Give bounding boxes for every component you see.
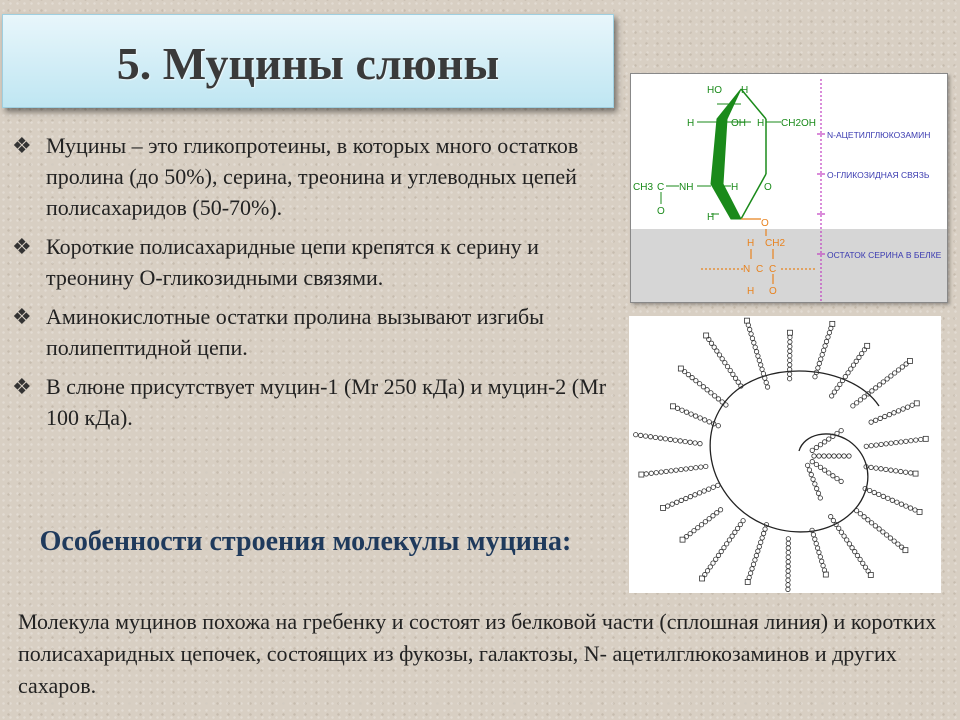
polysaccharide-chain — [787, 330, 792, 381]
legend-bond: О-ГЛИКОЗИДНАЯ СВЯЗЬ — [827, 170, 930, 180]
label-ho: HO — [707, 85, 722, 96]
mucin-comb-diagram — [629, 316, 941, 593]
label-h-mid: H — [757, 118, 765, 129]
polysaccharide-chain — [810, 528, 828, 577]
label-h-left: H — [687, 118, 695, 129]
label-h-ser2: H — [747, 286, 755, 297]
bullet-item — [12, 301, 622, 363]
inner-chain — [810, 428, 843, 452]
bullet-list — [12, 130, 622, 441]
polysaccharide-chain — [864, 436, 928, 448]
label-h-ser: H — [747, 238, 755, 249]
polysaccharide-chain — [864, 465, 918, 477]
inner-chain — [812, 454, 851, 458]
protein-region — [631, 229, 947, 302]
label-oh: OH — [731, 118, 746, 129]
polysaccharide-chain — [680, 508, 723, 543]
bullet-text: Муцины – это гликопротеины, в которых много остатков пролина (до 50%), серина, треонина и углеводных цепей полисахаридов (50-70%). — [46, 133, 579, 220]
polysaccharide-chain — [704, 333, 743, 388]
glycosidic-bond-figure — [630, 73, 948, 303]
polysaccharide-chain — [678, 366, 728, 407]
polysaccharide-chain — [786, 537, 791, 592]
mucin-comb-figure — [629, 316, 941, 593]
polysaccharide-chain — [863, 486, 922, 514]
legend-nag: N-АЦЕТИЛГЛЮКОЗАМИН — [827, 130, 931, 140]
inner-chain — [805, 463, 822, 500]
polysaccharide-chain — [661, 483, 720, 510]
polysaccharide-chain — [634, 432, 703, 445]
title-banner — [2, 14, 614, 108]
bullet-text: Короткие полисахаридные цепи крепятся к серину и треонину О-гликозидными связями. — [46, 234, 539, 290]
polysaccharide-chain — [700, 519, 746, 581]
bullet-text: Аминокислотные остатки пролина вызывают изгибы полипептидной цепи. — [46, 304, 544, 360]
legend-serine: ОСТАТОК СЕРИНА В БЕЛКЕ — [827, 250, 942, 260]
label-c1-ser: C — [756, 264, 764, 275]
label-ch2-ser: CH2 — [765, 238, 786, 249]
sugar-ring — [661, 89, 781, 219]
label-o-ser: O — [769, 286, 777, 297]
section-subheading: Особенности строения молекулы муцина: — [39, 526, 572, 557]
label-h-bottom: H — [707, 212, 715, 223]
polysaccharide-chain — [813, 321, 835, 379]
label-o-left: O — [657, 206, 665, 217]
label-ch3: CH3 — [633, 182, 654, 193]
protein-backbone — [710, 371, 879, 532]
polysaccharide-chain — [854, 508, 908, 552]
diamond-bullet-icon: ❖ — [12, 234, 32, 259]
bullet-item — [12, 231, 622, 293]
bullet-item — [12, 371, 622, 433]
label-h-low: H — [731, 182, 739, 193]
label-c: C — [657, 182, 665, 193]
label-o-ring: O — [764, 182, 772, 193]
diamond-bullet-icon: ❖ — [12, 304, 32, 329]
polysaccharide-chain — [851, 359, 913, 409]
label-c2-ser: C — [769, 264, 777, 275]
polysaccharide-chain — [745, 523, 768, 585]
glycosidic-bond-diagram — [631, 74, 947, 302]
polysaccharide-chain — [639, 464, 708, 477]
description-paragraph: Молекула муцинов похожа на гребенку и состоят из белковой части (сплошная линия) и коротких полисахаридных цепочек, состоящих из фукозы, галактозы, N- ацетилглюкозаминов и других сахаров. — [18, 609, 937, 698]
label-h-top: H — [741, 85, 749, 96]
bullet-item — [12, 130, 622, 223]
diamond-bullet-icon: ❖ — [12, 133, 32, 158]
label-nh: NH — [679, 182, 694, 193]
label-n-ser: N — [743, 264, 751, 275]
diamond-bullet-icon: ❖ — [12, 374, 32, 399]
bullet-text: В слюне присутствует муцин-1 (Mr 250 кДа) и муцин-2 (Mr 100 кДа). — [46, 374, 607, 430]
polysaccharide-chain — [869, 401, 919, 425]
label-o-link: O — [761, 218, 769, 229]
slide-title: 5. Муцины слюны — [116, 38, 500, 89]
label-ch2oh: CH2OH — [781, 118, 817, 129]
